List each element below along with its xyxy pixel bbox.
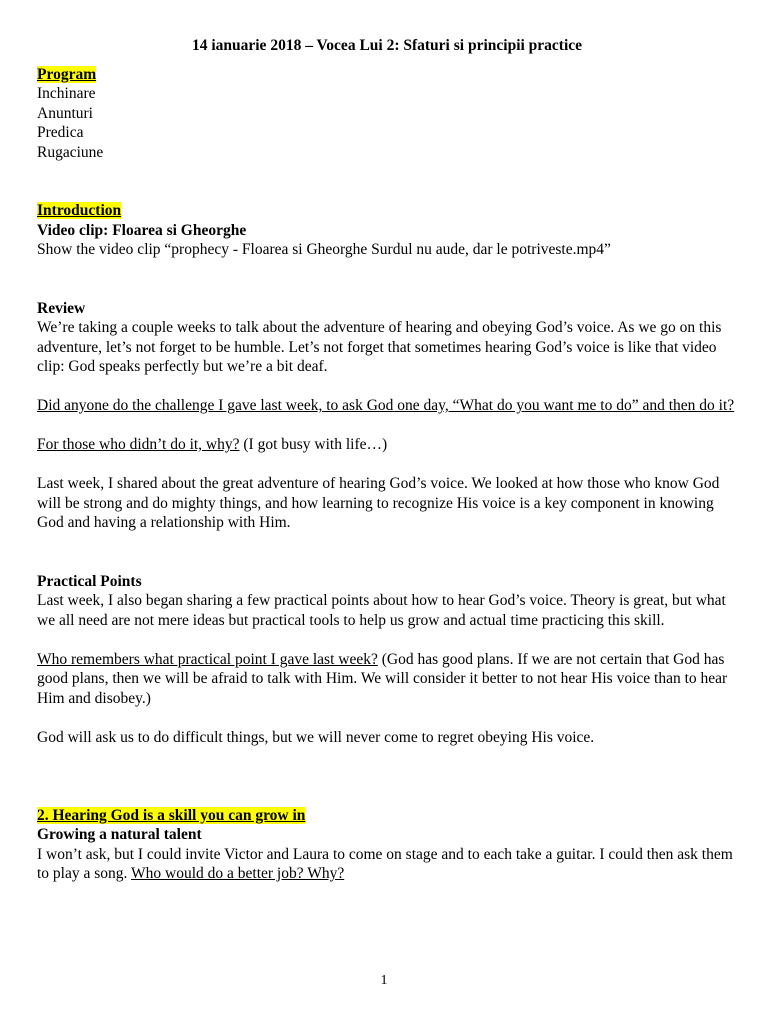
program-item: Inchinare — [37, 85, 96, 102]
review-question-line — [37, 435, 737, 455]
practical-answer: (God has good plans. If we are not certain that God has good plans, then we will be afraid to talk with Him. We will consider it better to not hear His voice than to hear Him and disobey.) — [37, 650, 728, 707]
program-item: Anunturi — [37, 104, 93, 122]
document-page — [37, 36, 737, 884]
practical-paragraph: God will ask us to do difficult things, but we will never come to regret obeying His voice. — [37, 728, 595, 746]
review-question: Did anyone do the challenge I gave last week, to ask God one day, “What do you want me to do” and then do it? — [37, 397, 735, 414]
section2-text: I won’t ask, but I could invite Victor and Laura to come on stage and to each take a guitar. I could then ask them to play a song. Who would do a better job? Why? — [37, 845, 733, 882]
page-number: 1 — [380, 973, 388, 988]
section2-heading: 2. Hearing God is a skill you can grow in — [37, 806, 306, 824]
program-item: Predica — [37, 124, 84, 141]
review-answer: (I got busy with life…) — [239, 436, 388, 453]
program-item: Rugaciune — [37, 143, 104, 161]
introduction-heading: Introduction — [37, 202, 122, 219]
review-question: For those who didn’t do it, why? — [37, 436, 240, 453]
review-paragraph: Last week, I shared about the great adventure of hearing God’s voice. We looked at how those who know God will be strong and do mighty things, and how learning to recognize His voice is a key component in knowing God and having a relationship with Him. — [37, 475, 720, 531]
introduction-text: Show the video clip “prophecy - Floarea si Gheorghe Surdul nu aude, dar le potriveste.mp4” — [37, 241, 611, 258]
document-title: 14 ianuarie 2018 – Vocea Lui 2: Sfaturi si principii practice — [191, 37, 583, 54]
program-heading: Program — [37, 65, 97, 83]
practical-question-line — [37, 650, 737, 709]
review-paragraph: We’re taking a couple weeks to talk about the adventure of hearing and obeying God’s voice. As we go on this adventure, let’s not forget to be humble. Let’s not forget that sometimes hearing God’s voice is like that video clip: God speaks perfectly but we’re a bit deaf. — [37, 319, 722, 375]
introduction-subheading: Video clip: Floarea si Gheorghe — [37, 221, 247, 239]
practical-paragraph: Last week, I also began sharing a few practical points about how to hear God’s voice. Theory is great, but what we all need are not mere ideas but practical tools to help us grow and actual time practicing this skill. — [37, 592, 726, 629]
practical-heading: Practical Points — [37, 572, 142, 590]
practical-question: Who remembers what practical point I gave last week? — [37, 650, 378, 668]
section2-subheading: Growing a natural talent — [37, 826, 202, 843]
section2-question: Who would do a better job? Why? — [131, 865, 345, 882]
review-heading: Review — [37, 299, 86, 317]
